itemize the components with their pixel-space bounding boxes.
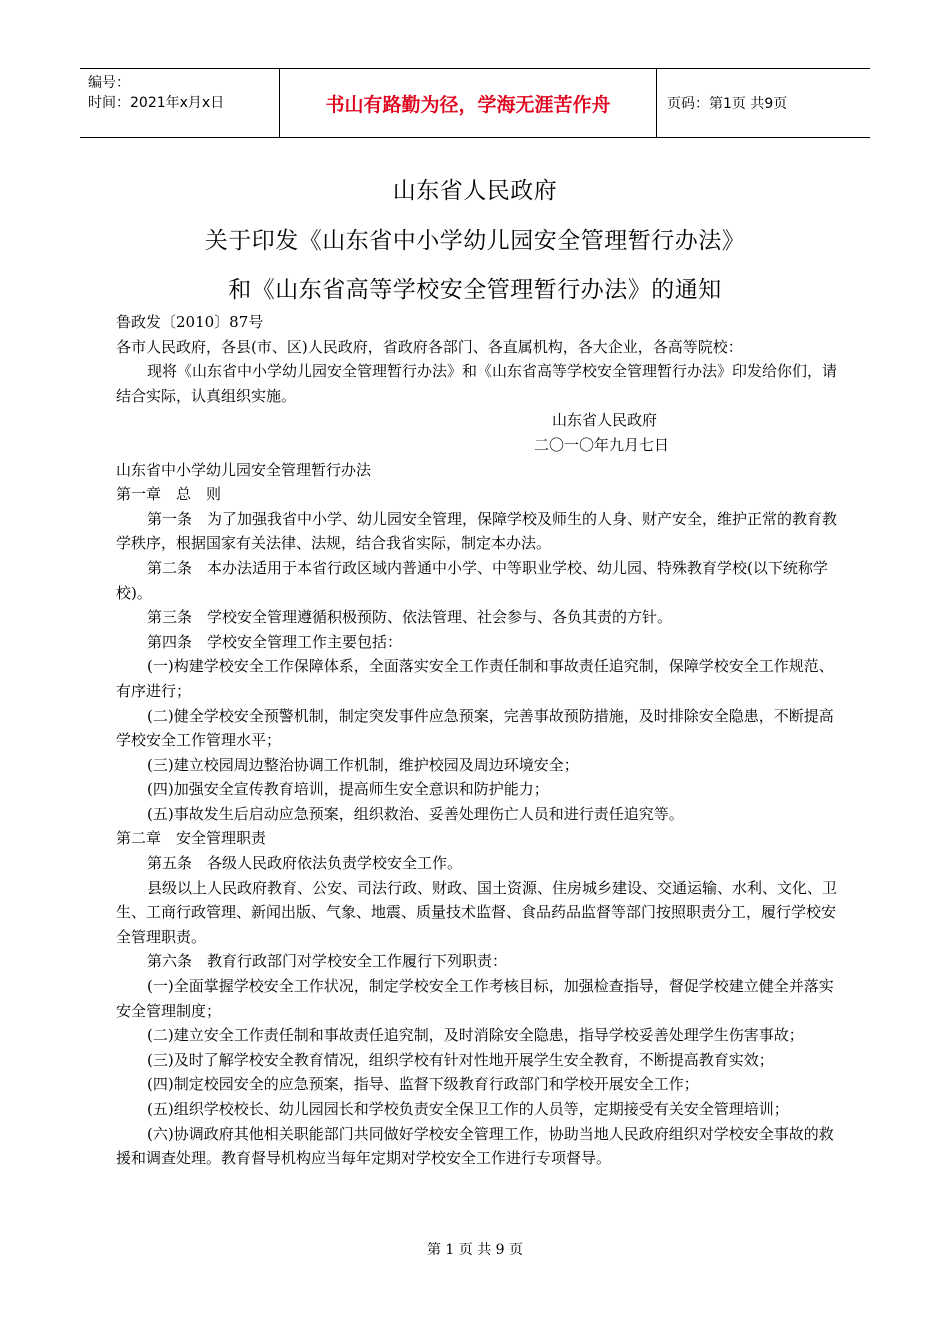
list-item: (一)构建学校安全工作保障体系，全面落实安全工作责任制和事故责任追究制，保障学校安全工作规范、有序进行； <box>116 657 834 700</box>
doc-number: 鲁政发〔2010〕87号 <box>116 313 264 331</box>
list-item: (五)组织学校校长、幼儿园园长和学校负责安全保卫工作的人员等，定期接受有关安全管理培训； <box>147 1100 789 1118</box>
list-item: (六)协调政府其他相关职能部门共同做好学校安全管理工作，协助当地人民政府组织对学校安全事故的救援和调查处理。教育督导机构应当每年定期对学校安全工作进行专项督导。 <box>116 1124 834 1168</box>
title-line-1: 山东省人民政府 <box>392 178 558 204</box>
chapter-heading: 第一章 总 则 <box>116 485 222 504</box>
number-label: 编号： <box>88 75 130 91</box>
article-paragraph: 第四条 学校安全管理工作主要包括： <box>147 632 403 651</box>
list-item: (一)全面掌握学校安全工作状况，制定学校安全工作考核目标，加强检查指导，督促学校建立健全并落实安全管理制度； <box>116 977 834 1020</box>
motto-text: 书山有路勤为径，学海无涯苦作舟 <box>280 69 657 137</box>
list-item: (三)建立校园周边整治协调工作机制，维护校园及周边环境安全； <box>147 755 579 774</box>
list-item: (四)制定校园安全的应急预案，指导、监督下级教育行政部门和学校开展安全工作； <box>147 1075 699 1094</box>
document-body <box>116 310 838 1171</box>
signature-org: 山东省人民政府 <box>552 411 658 430</box>
article-paragraph: 第二条 本办法适用于本省行政区域内普通中小学、中等职业学校、幼儿园、特殊教育学校(以下统称学校)。 <box>116 558 828 602</box>
chapter-heading: 第二章 安全管理职责 <box>116 829 267 848</box>
signature-date: 二〇一〇年九月七日 <box>534 435 670 454</box>
title-line-3: 和《山东省高等学校安全管理暂行办法》的通知 <box>228 277 722 303</box>
list-item: (五)事故发生后启动应急预案，组织救治、妥善处理伤亡人员和进行责任追究等。 <box>147 804 684 823</box>
header-table <box>80 68 870 138</box>
page-footer: 第 1 页 共 9 页 <box>426 1242 524 1258</box>
list-item: (二)建立安全工作责任制和事故责任追究制，及时消除安全隐患，指导学校妥善处理学生伤害事故； <box>147 1026 804 1045</box>
header-meta-cell <box>80 69 280 137</box>
article-paragraph: 第三条 学校安全管理遵循积极预防、依法管理、社会参与、各负其责的方针。 <box>147 608 673 627</box>
article-paragraph: 第一条 为了加强我省中小学、幼儿园安全管理，保障学校及师生的人身、财产安全，维护正常的教育教学秩序，根据国家有关法律、法规，结合我省实际，制定本办法。 <box>116 509 838 553</box>
article-paragraph: 第六条 教育行政部门对学校安全工作履行下列职责： <box>147 952 508 971</box>
page-info: 页码：第1页 共9页 <box>667 96 788 112</box>
sub-title: 山东省中小学幼儿园安全管理暂行办法 <box>116 460 372 479</box>
recipients: 各市人民政府，各县(市、区)人民政府，省政府各部门、各直属机构，各大企业，各高等院校： <box>116 337 743 356</box>
list-item: (四)加强安全宣传教育培训，提高师生安全意识和防护能力； <box>147 780 549 799</box>
list-item: (三)及时了解学校安全教育情况，组织学校有针对性地开展学生安全教育，不断提高教育实效； <box>147 1050 774 1069</box>
list-item: (二)健全学校安全预警机制，制定突发事件应急预案，完善事故预防措施，及时排除安全隐患，不断提高学校安全工作管理水平； <box>116 706 834 750</box>
title-line-2: 关于印发《山东省中小学幼儿园安全管理暂行办法》 <box>204 228 746 254</box>
notice-paragraph: 现将《山东省中小学幼儿园安全管理暂行办法》和《山东省高等学校安全管理暂行办法》印发给你们，请结合实际，认真组织实施。 <box>116 362 838 405</box>
time-label: 时间：2021年x月x日 <box>88 95 225 111</box>
article-paragraph: 第五条 各级人民政府依法负责学校安全工作。 <box>147 854 463 873</box>
article-paragraph: 县级以上人民政府教育、公安、司法行政、财政、国土资源、住房城乡建设、交通运输、水利、文化、卫生、工商行政管理、新闻出版、气象、地震、质量技术监督、食品药品监督等部门按照职责分工，履行学校安全管理职责。 <box>116 878 838 946</box>
